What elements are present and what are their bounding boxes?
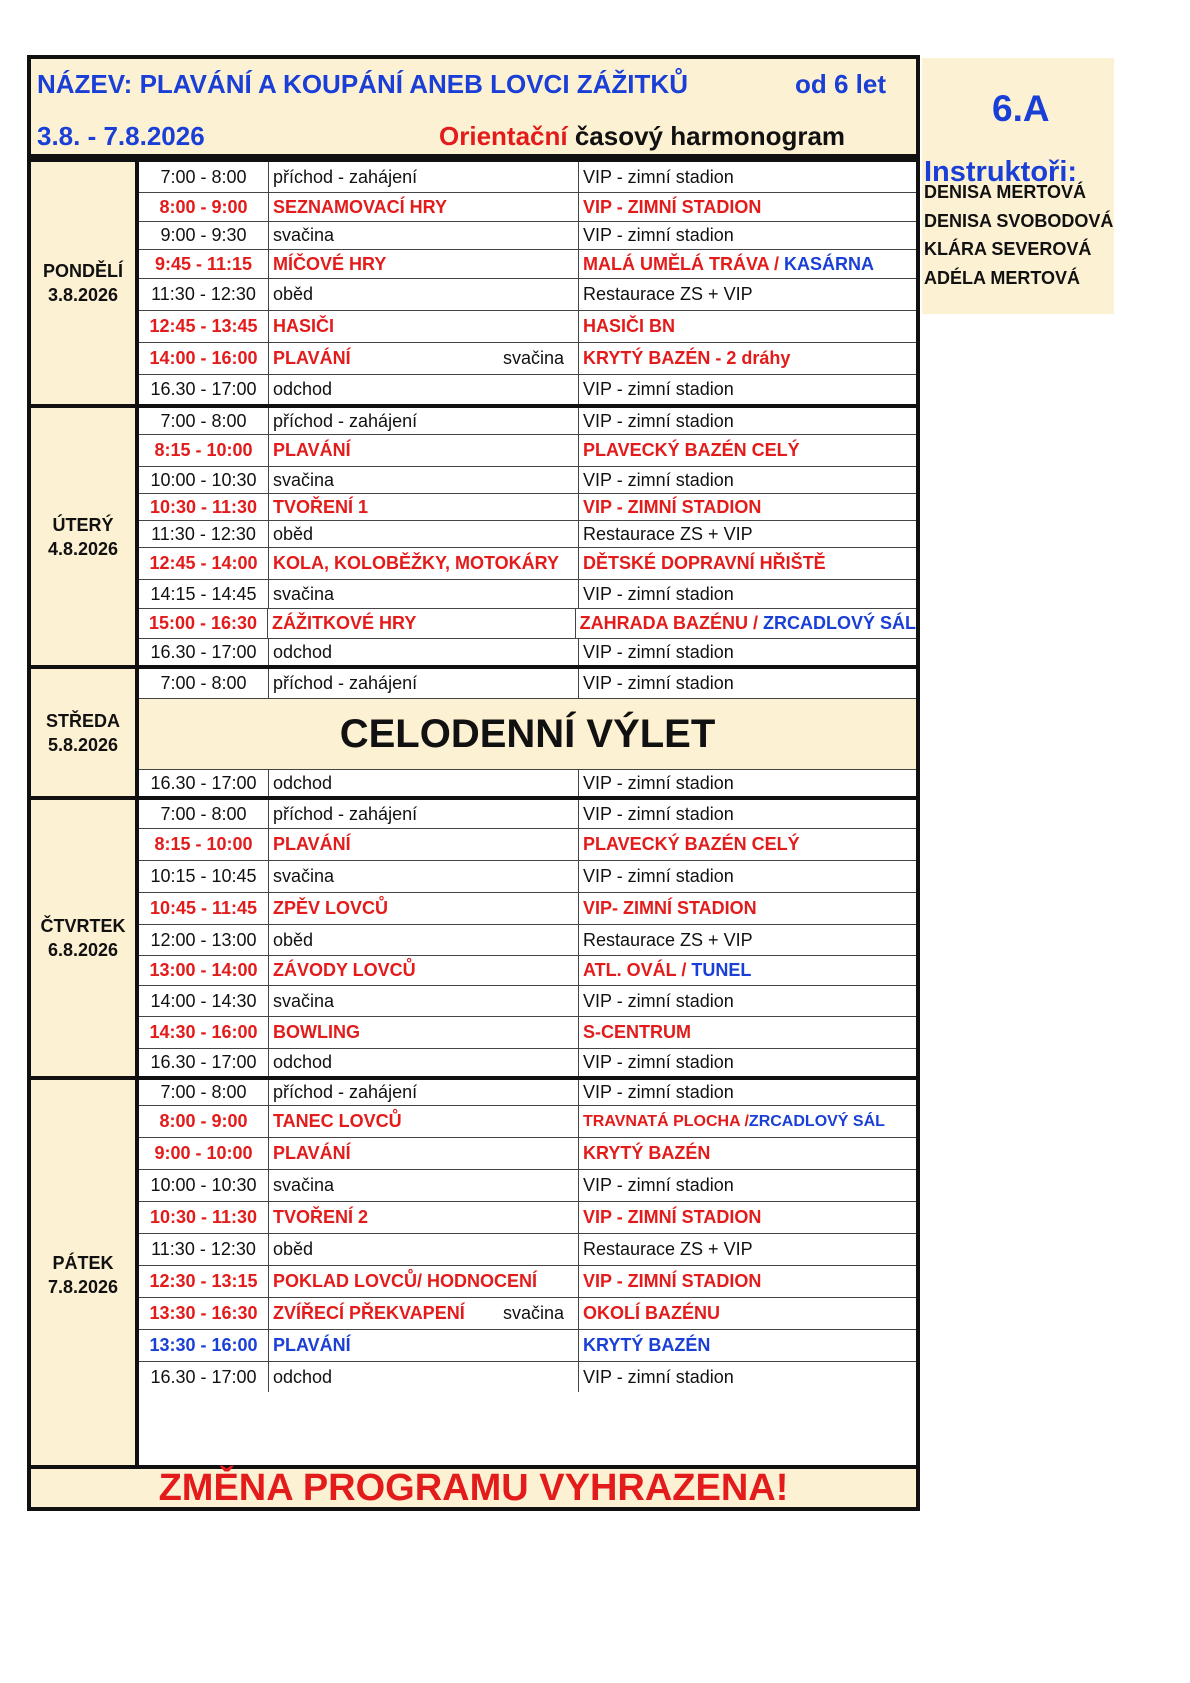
day-block-monday — [31, 158, 916, 408]
location-cell: VIP- ZIMNÍ STADION — [583, 898, 757, 918]
location-cell — [579, 250, 916, 278]
time-cell: 7:00 - 8:00 — [139, 1080, 269, 1105]
location-cell: KRYTÝ BAZÉN — [583, 1335, 711, 1355]
time-cell: 10:15 - 10:45 — [139, 861, 269, 892]
activity-cell: svačina — [269, 861, 579, 892]
activity-label: ZVÍŘECÍ PŘEKVAPENÍ — [273, 1303, 465, 1323]
table-row — [139, 1049, 916, 1076]
table-row — [139, 521, 916, 548]
activity-cell: ZÁŽITKOVÉ HRY — [268, 609, 576, 638]
time-cell: 10:45 - 11:45 — [139, 893, 269, 924]
activity-cell: TVOŘENÍ 2 — [269, 1202, 579, 1233]
time-cell: 12:45 - 14:00 — [139, 548, 269, 579]
activity-cell: HASIČI — [269, 311, 579, 342]
table-row — [139, 986, 916, 1017]
table-row — [139, 467, 916, 494]
table-row — [139, 829, 916, 861]
time-cell: 14:30 - 16:00 — [139, 1017, 269, 1048]
location-cell: DĚTSKÉ DOPRAVNÍ HŘIŠTĚ — [583, 553, 826, 573]
location-cell: PLAVECKÝ BAZÉN CELÝ — [583, 440, 800, 460]
location-cell: VIP - zimní stadion — [583, 803, 734, 824]
location-cell: Restaurace ZS + VIP — [583, 1239, 753, 1259]
time-cell: 16.30 - 17:00 — [139, 770, 269, 796]
table-row — [139, 1362, 916, 1392]
table-row — [139, 956, 916, 986]
activity-cell: oběd — [269, 1234, 579, 1265]
location-cell: VIP - zimní stadion — [583, 641, 734, 662]
table-row — [139, 375, 916, 404]
activity-cell: oběd — [269, 925, 579, 955]
time-cell: 14:00 - 14:30 — [139, 986, 269, 1016]
location-part: ZAHRADA BAZÉNU / — [579, 613, 758, 633]
location-cell: OKOLÍ BAZÉNU — [583, 1303, 720, 1323]
time-cell: 13:30 - 16:30 — [139, 1298, 269, 1329]
time-cell: 9:45 - 11:15 — [139, 250, 269, 278]
time-cell: 7:00 - 8:00 — [139, 408, 269, 434]
time-cell: 8:15 - 10:00 — [139, 435, 269, 466]
table-row — [139, 435, 916, 467]
table-row — [139, 1017, 916, 1049]
activity-cell: MÍČOVÉ HRY — [269, 250, 579, 278]
location-cell: S-CENTRUM — [583, 1022, 691, 1042]
table-row — [139, 1106, 916, 1138]
instructor-name: DENISA MERTOVÁ — [924, 182, 1087, 202]
time-cell: 11:30 - 12:30 — [139, 279, 269, 310]
location-cell: VIP - zimní stadion — [583, 1052, 734, 1072]
time-cell: 7:00 - 8:00 — [139, 162, 269, 192]
activity-cell: příchod - zahájení — [269, 800, 579, 828]
location-cell: VIP - ZIMNÍ STADION — [583, 496, 762, 517]
table-row — [139, 279, 916, 311]
activity-cell: KOLA, KOLOBĚŽKY, MOTOKÁRY — [269, 548, 579, 579]
table-row — [139, 1202, 916, 1234]
location-cell: Restaurace ZS + VIP — [583, 929, 753, 950]
table-row — [139, 1330, 916, 1362]
day-date: 7.8.2026 — [47, 1276, 119, 1297]
table-row — [139, 861, 916, 893]
activity-cell: svačina — [269, 1170, 579, 1201]
day-label — [31, 800, 139, 1076]
instructor-name: KLÁRA SEVEROVÁ — [924, 239, 1092, 259]
time-cell: 15:00 - 16:30 — [139, 609, 268, 638]
time-cell: 8:00 - 9:00 — [139, 1106, 269, 1137]
time-cell: 10:00 - 10:30 — [139, 1170, 269, 1201]
location-cell: Restaurace ZS + VIP — [583, 523, 753, 544]
location-part: ATL. OVÁL / — [583, 960, 687, 980]
day-block-wednesday — [31, 665, 916, 800]
location-cell: VIP - ZIMNÍ STADION — [583, 1207, 762, 1227]
activity-cell: příchod - zahájení — [269, 1080, 579, 1105]
program-change-notice: ZMĚNA PROGRAMU VYHRAZENA! — [27, 1465, 920, 1511]
activity-cell: odchod — [269, 770, 579, 796]
activity-cell: odchod — [269, 639, 579, 665]
time-cell: 11:30 - 12:30 — [139, 1234, 269, 1265]
table-row — [139, 548, 916, 580]
time-cell: 16.30 - 17:00 — [139, 639, 269, 665]
activity-cell: odchod — [269, 1362, 579, 1392]
time-cell: 7:00 - 8:00 — [139, 800, 269, 828]
day-label — [31, 1080, 139, 1469]
activity-cell: oběd — [269, 521, 579, 547]
location-cell: VIP - zimní stadion — [583, 772, 734, 793]
table-row — [139, 311, 916, 343]
table-row — [139, 770, 916, 796]
location-cell: VIP - zimní stadion — [583, 673, 734, 693]
activity-cell: příchod - zahájení — [269, 162, 579, 192]
time-cell: 12:30 - 13:15 — [139, 1266, 269, 1297]
location-cell: Restaurace ZS + VIP — [583, 284, 753, 304]
instructor-name: DENISA SVOBODOVÁ — [924, 211, 1114, 231]
time-cell: 8:00 - 9:00 — [139, 193, 269, 221]
location-cell — [579, 956, 916, 985]
day-name: PÁTEK — [52, 1252, 114, 1273]
table-row — [139, 343, 916, 375]
location-cell — [576, 609, 916, 638]
activity-label: PLAVÁNÍ — [273, 348, 351, 368]
time-cell: 10:30 - 11:30 — [139, 494, 269, 520]
time-cell: 10:00 - 10:30 — [139, 467, 269, 493]
activity-cell: ZÁVODY LOVCŮ — [269, 956, 579, 985]
activity-cell: PLAVÁNÍ — [269, 435, 579, 466]
activity-cell: odchod — [269, 375, 579, 404]
day-label — [31, 408, 139, 665]
location-cell: VIP - zimní stadion — [583, 379, 734, 399]
activity-cell — [269, 343, 579, 374]
table-row — [139, 639, 916, 665]
table-row — [139, 800, 916, 829]
full-day-trip-banner: CELODENNÍ VÝLET — [139, 699, 916, 770]
activity-cell: svačina — [269, 222, 579, 249]
day-name: ČTVRTEK — [40, 916, 126, 936]
location-part: KASÁRNA — [784, 253, 874, 274]
location-cell: VIP - zimní stadion — [583, 469, 734, 490]
time-cell: 16.30 - 17:00 — [139, 1049, 269, 1076]
day-date: 3.8.2026 — [47, 285, 119, 305]
time-cell: 9:00 - 9:30 — [139, 222, 269, 249]
time-cell: 16.30 - 17:00 — [139, 1362, 269, 1392]
location-cell: PLAVECKÝ BAZÉN CELÝ — [583, 834, 800, 854]
time-cell: 14:00 - 16:00 — [139, 343, 269, 374]
schedule-title-word2: časový harmonogram — [574, 121, 846, 151]
time-cell: 12:00 - 13:00 — [139, 925, 269, 955]
table-row — [139, 1298, 916, 1330]
time-cell: 13:00 - 14:00 — [139, 956, 269, 985]
activity-cell: svačina — [269, 580, 579, 608]
day-date: 6.8.2026 — [47, 940, 119, 960]
location-cell: VIP - ZIMNÍ STADION — [583, 1271, 762, 1291]
day-name: STŘEDA — [45, 710, 120, 731]
table-row — [139, 925, 916, 956]
activity-cell: svačina — [269, 986, 579, 1016]
activity-cell: příchod - zahájení — [269, 669, 579, 698]
location-cell: KRYTÝ BAZÉN - 2 dráhy — [583, 348, 791, 368]
location-part: ZRCADLOVÝ SÁL — [748, 1112, 885, 1130]
location-cell: HASIČI BN — [583, 316, 676, 336]
activity-cell: PLAVÁNÍ — [269, 1138, 579, 1169]
location-cell: VIP - zimní stadion — [583, 166, 734, 187]
age-label: od 6 let — [795, 69, 887, 99]
table-row — [139, 1234, 916, 1266]
activity-cell: odchod — [269, 1049, 579, 1076]
activity-cell: BOWLING — [269, 1017, 579, 1048]
table-row — [139, 250, 916, 279]
location-cell: VIP - zimní stadion — [583, 866, 734, 886]
location-cell: VIP - zimní stadion — [583, 1082, 734, 1102]
table-row — [139, 609, 916, 639]
day-name: PONDĚLÍ — [42, 261, 123, 281]
day-block-thursday — [31, 796, 916, 1080]
location-cell: VIP - zimní stadion — [583, 990, 734, 1011]
table-row — [139, 1266, 916, 1298]
day-label — [31, 162, 139, 404]
location-cell: VIP - zimní stadion — [583, 1175, 734, 1195]
schedule-title — [439, 121, 845, 152]
camp-dates: 3.8. - 7.8.2026 — [37, 121, 205, 151]
day-block-friday — [31, 1076, 916, 1473]
time-cell: 9:00 - 10:00 — [139, 1138, 269, 1169]
time-cell: 10:30 - 11:30 — [139, 1202, 269, 1233]
table-row — [139, 580, 916, 609]
activity-cell: svačina — [269, 467, 579, 493]
table-row — [139, 193, 916, 222]
camp-name: NÁZEV: PLAVÁNÍ A KOUPÁNÍ ANEB LOVCI ZÁŽITKŮ — [37, 69, 688, 99]
day-block-tuesday — [31, 404, 916, 669]
location-part: ZRCADLOVÝ SÁL — [763, 613, 916, 633]
activity-cell: PLAVÁNÍ — [269, 1330, 579, 1361]
location-cell: VIP - ZIMNÍ STADION — [583, 196, 762, 217]
location-part: MALÁ UMĚLÁ TRÁVA / — [583, 253, 779, 274]
snack-note: svačina — [502, 1303, 564, 1323]
location-part: TUNEL — [691, 960, 752, 980]
location-cell: VIP - zimní stadion — [583, 225, 734, 245]
activity-cell: POKLAD LOVCŮ/ HODNOCENÍ — [269, 1266, 579, 1297]
activity-cell: TVOŘENÍ 1 — [269, 494, 579, 520]
table-row — [139, 1170, 916, 1202]
day-date: 5.8.2026 — [47, 734, 119, 755]
time-cell: 12:45 - 13:45 — [139, 311, 269, 342]
time-cell: 11:30 - 12:30 — [139, 521, 269, 547]
table-row — [139, 494, 916, 521]
activity-cell: oběd — [269, 279, 579, 310]
instructors-title: Instruktoři: — [924, 156, 1078, 188]
table-row — [139, 1138, 916, 1170]
activity-cell: ZPĚV LOVCŮ — [269, 893, 579, 924]
schedule-header — [27, 55, 920, 158]
table-row — [139, 1080, 916, 1106]
time-cell: 8:15 - 10:00 — [139, 829, 269, 860]
location-cell: VIP - zimní stadion — [583, 583, 734, 604]
table-row — [139, 893, 916, 925]
day-date: 4.8.2026 — [47, 538, 119, 559]
time-cell: 13:30 - 16:00 — [139, 1330, 269, 1361]
snack-note: svačina — [502, 348, 564, 368]
location-cell: KRYTÝ BAZÉN — [583, 1143, 711, 1163]
instructors-panel — [922, 58, 1114, 314]
schedule-title-word1: Orientační — [439, 121, 568, 151]
table-row — [139, 408, 916, 435]
class-label: 6.A — [992, 88, 1050, 129]
activity-cell: SEZNAMOVACÍ HRY — [269, 193, 579, 221]
day-name: ÚTERÝ — [52, 514, 114, 535]
time-cell: 16.30 - 17:00 — [139, 375, 269, 404]
activity-cell: TANEC LOVCŮ — [269, 1106, 579, 1137]
location-cell — [579, 1106, 916, 1137]
time-cell: 7:00 - 8:00 — [139, 669, 269, 698]
time-cell: 14:15 - 14:45 — [139, 580, 269, 608]
instructor-name: ADÉLA MERTOVÁ — [924, 268, 1081, 288]
day-label — [31, 669, 139, 796]
table-row — [139, 222, 916, 250]
location-cell: VIP - zimní stadion — [583, 1366, 734, 1387]
schedule-table — [27, 158, 920, 1473]
location-part: TRAVNATÁ PLOCHA / — [583, 1112, 749, 1130]
table-row — [139, 669, 916, 699]
activity-cell — [269, 1298, 579, 1329]
table-row — [139, 162, 916, 193]
activity-cell: příchod - zahájení — [269, 408, 579, 434]
location-cell: VIP - zimní stadion — [583, 410, 734, 431]
activity-cell: PLAVÁNÍ — [269, 829, 579, 860]
